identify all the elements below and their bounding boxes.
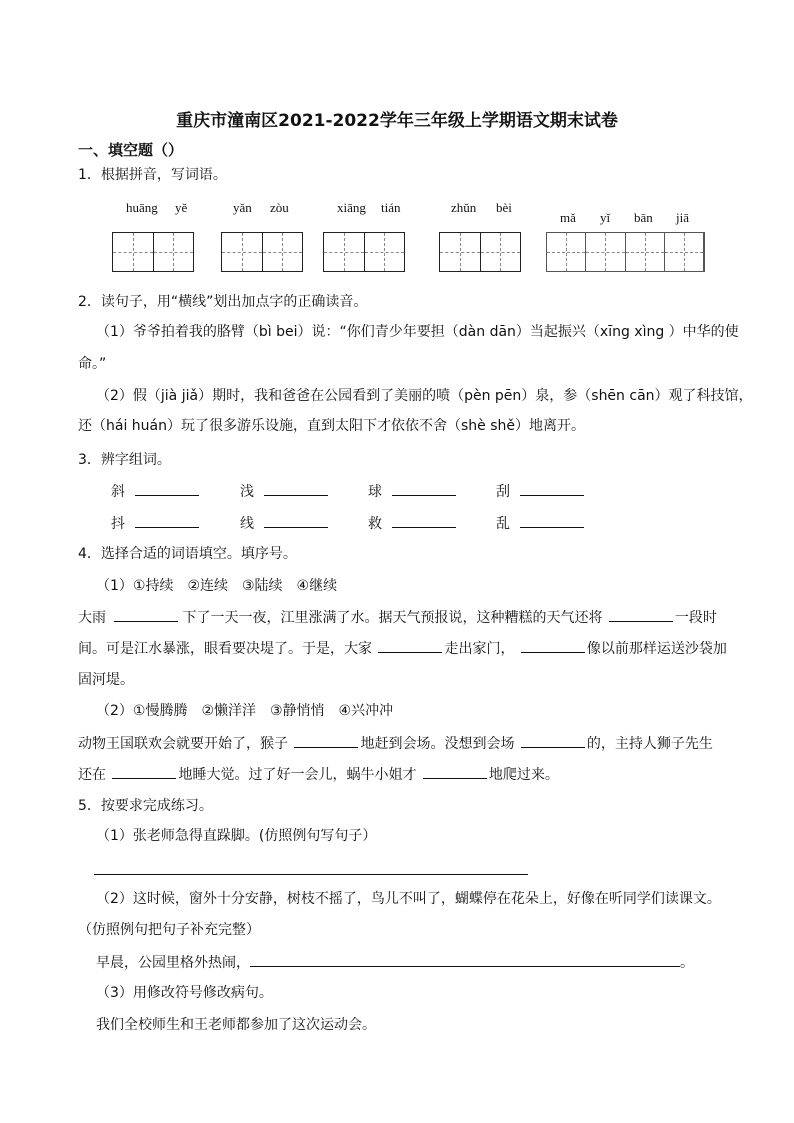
text: 下了一天一夜，江里涨满了水。据天气预报说，这种糟糕的天气还将 xyxy=(182,610,603,626)
q5-sub-3: （3）用修改符号修改病句。 xyxy=(96,985,273,1001)
pinyin: yě xyxy=(175,200,188,215)
q5-stem: 5．按要求完成练习。 xyxy=(78,798,213,814)
q5-sub-3-sentence: 我们全校师生和王老师都参加了这次运动会。 xyxy=(96,1017,376,1033)
text: 地睡大觉。过了好一会儿，蜗牛小姐才 xyxy=(178,767,417,783)
q3-char: 斜 xyxy=(111,484,125,500)
answer-blank[interactable] xyxy=(264,481,328,496)
q3-item xyxy=(111,481,199,502)
q3-item xyxy=(368,481,456,502)
tianzige-box-1[interactable] xyxy=(112,232,194,272)
answer-line[interactable] xyxy=(94,874,528,875)
answer-blank[interactable] xyxy=(294,733,358,748)
answer-blank[interactable] xyxy=(423,764,487,779)
q2-sentence-2: （2）假（jià jiǎ）期时，我和爸爸在公园看到了美丽的喷（pèn pēn）泉，参（shēn cān）观了科技馆， xyxy=(96,388,753,404)
q3-char: 线 xyxy=(240,516,254,532)
q4-passage-2-line-2 xyxy=(78,764,559,785)
answer-blank[interactable] xyxy=(520,513,584,528)
q2-stem: 2．读句子，用“横线”划出加点字的正确读音。 xyxy=(78,294,368,310)
pinyin: bān xyxy=(634,210,653,225)
tianzige-box-2[interactable] xyxy=(221,232,303,272)
tianzige-box-3[interactable] xyxy=(323,232,405,272)
q4-stem: 4．选择合适的词语填空。填序号。 xyxy=(78,546,297,562)
text: 间。可是江水暴涨，眼看要决堤了。于是，大家 xyxy=(78,641,372,657)
answer-blank[interactable] xyxy=(521,638,585,653)
text: 一段时 xyxy=(674,610,717,626)
q4-passage-1-line-2 xyxy=(78,638,727,659)
q3-item xyxy=(368,513,456,534)
pinyin: jiā xyxy=(676,210,689,225)
pinyin: yǐ xyxy=(600,210,611,225)
section-heading: 一、填空题（） xyxy=(78,141,184,159)
q3-item xyxy=(240,513,328,534)
q5-sub-2-prompt xyxy=(96,952,694,973)
answer-blank[interactable] xyxy=(135,513,199,528)
text: 走出家门， xyxy=(444,641,515,657)
pinyin: yǎn xyxy=(233,200,252,215)
text: 的，主持人狮子先生 xyxy=(586,736,713,752)
q3-char: 救 xyxy=(368,516,382,532)
q5-sub-2: （2）这时候，窗外十分安静，树枝不摇了，鸟儿不叫了，蝴蝶停在花朵上，好像在听同学们读课文。 xyxy=(96,891,721,907)
q2-sentence-2-cont: 还（hái huán）玩了很多游乐设施，直到太阳下才依依不舍（shè shě）地离开。 xyxy=(78,418,585,434)
answer-blank[interactable] xyxy=(392,513,456,528)
answer-blank[interactable] xyxy=(609,607,673,622)
text: 。 xyxy=(680,955,694,971)
text: 早晨，公园里格外热闹， xyxy=(96,955,250,971)
answer-blank[interactable] xyxy=(521,733,585,748)
q4-options-2: （2）①慢腾腾 ②懒洋洋 ③静悄悄 ④兴冲冲 xyxy=(96,703,394,719)
answer-blank[interactable] xyxy=(250,952,680,967)
q3-item xyxy=(111,513,199,534)
q3-char: 浅 xyxy=(240,484,254,500)
text: 地赶到会场。没想到会场 xyxy=(360,736,515,752)
answer-blank[interactable] xyxy=(135,481,199,496)
answer-blank[interactable] xyxy=(392,481,456,496)
text: 大雨 xyxy=(78,610,106,626)
tianzige-box-4[interactable] xyxy=(439,232,521,272)
pinyin: huāng xyxy=(126,200,158,215)
answer-blank[interactable] xyxy=(378,638,442,653)
pinyin: tián xyxy=(381,200,401,215)
tianzige-box-5[interactable] xyxy=(546,232,705,272)
q3-item xyxy=(496,513,584,534)
q3-char: 乱 xyxy=(496,516,510,532)
q3-char: 球 xyxy=(368,484,382,500)
q1-stem: 1．根据拼音，写词语。 xyxy=(78,167,227,183)
q4-passage-1-line-1 xyxy=(78,607,717,628)
q3-item xyxy=(240,481,328,502)
pinyin: mǎ xyxy=(560,210,576,225)
text: 像以前那样运送沙袋加 xyxy=(586,641,727,657)
pinyin: bèi xyxy=(496,200,512,215)
answer-blank[interactable] xyxy=(520,481,584,496)
pinyin: zòu xyxy=(270,200,289,215)
pinyin: xiāng xyxy=(337,200,366,215)
page-title: 重庆市潼南区2021-2022学年三年级上学期语文期末试卷 xyxy=(176,111,618,131)
text: 动物王国联欢会就要开始了，猴子 xyxy=(78,736,288,752)
pinyin: zhǔn xyxy=(451,200,477,215)
q5-sub-1: （1）张老师急得直跺脚。(仿照例句写句子） xyxy=(96,828,377,844)
answer-blank[interactable] xyxy=(264,513,328,528)
q3-stem: 3．辨字组词。 xyxy=(78,452,171,468)
q4-passage-2-line-1 xyxy=(78,733,713,754)
q2-sentence-1-cont: 命。” xyxy=(78,356,107,372)
answer-blank[interactable] xyxy=(114,607,178,622)
q3-item xyxy=(496,481,584,502)
q5-sub-2-note: （仿照例句把句子补充完整） xyxy=(78,922,260,938)
text: 还在 xyxy=(78,767,106,783)
answer-blank[interactable] xyxy=(112,764,176,779)
text: 地爬过来。 xyxy=(488,767,559,783)
q4-passage-1-line-3: 固河堤。 xyxy=(78,672,134,688)
q3-char: 刮 xyxy=(496,484,510,500)
q2-sentence-1: （1）爷爷拍着我的胳臂（bì bei）说：“你们青少年要担（dàn dān）当起振兴（xīng xìng ）中华的使 xyxy=(96,324,739,340)
q4-options-1: （1）①持续 ②连续 ③陆续 ④继续 xyxy=(96,578,338,594)
q3-char: 抖 xyxy=(111,516,125,532)
